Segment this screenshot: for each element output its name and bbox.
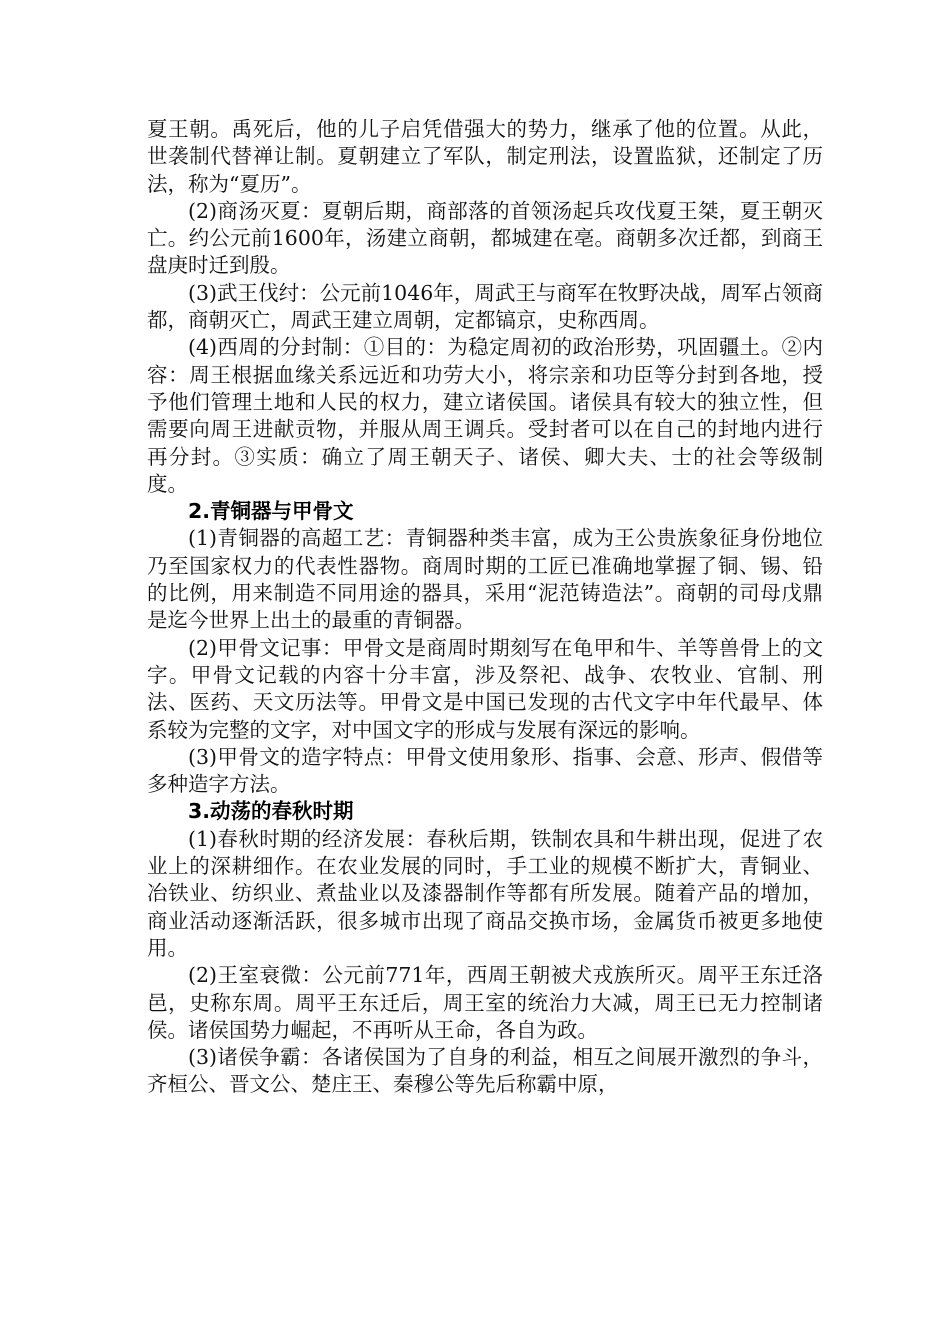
paragraph-shang-tang: (2)商汤灭夏：夏朝后期，商部落的首领汤起兵攻伐夏王桀，夏王朝灭亡。约公元前1600年，汤建立商朝，都城建在亳。商朝多次迁都，到商王盘庚时迁到殷。 — [147, 198, 823, 278]
paragraph-fenfeng: (4)西周的分封制：①目的：为稳定周初的政治形势，巩固疆土。②内容：周王根据血缘关系远近和功劳大小，将宗亲和功臣等分封到各地，授予他们管理土地和人民的权力，建立诸侯国。诸侯具有较大的独立性，但需要向周王进献贡物，并服从周王调兵。受封者可以在自己的封地内进行再分封。③实质：确立了周王朝天子、诸侯、卿大夫、士的社会等级制度。 — [147, 335, 823, 496]
section-heading-chunqiu: 3.动荡的春秋时期 — [188, 799, 354, 824]
section-heading-bronze-oracle: 2.青铜器与甲骨文 — [188, 499, 354, 524]
document-page — [147, 116, 823, 1099]
paragraph-royal-decline: (2)王室衰微：公元前771年，西周王朝被犬戎族所灭。周平王东迁洛邑，史称东周。周平王东迁后，周王室的统治力大减，周王已无力控制诸侯。诸侯国势力崛起，不再听从王命，各自为政。 — [147, 963, 823, 1042]
paragraph-oracle-features: (3)甲骨文的造字特点：甲骨文使用象形、指事、会意、形声、假借等多种造字方法。 — [147, 744, 823, 797]
paragraph-hegemony: (3)诸侯争霸：各诸侯国为了自身的利益，相互之间展开激烈的争斗，齐桓公、晋文公、楚庄王、秦穆公等先后称霸中原， — [147, 1045, 823, 1097]
paragraph-economy: (1)春秋时期的经济发展：春秋后期，铁制农具和牛耕出现，促进了农业上的深耕细作。在农业发展的同时，手工业的规模不断扩大，青铜业、冶铁业、纺织业、煮盐业以及漆器制作等都有所发展。随着产品的增加，商业活动逐渐活跃，很多城市出现了商品交换市场，金属货币被更多地使用。 — [147, 826, 823, 960]
paragraph-wuwang-fa-zhou: (3)武王伐纣：公元前1046年，周武王与商军在牧野决战，周军占领商都，商朝灭亡，周武王建立周朝，定都镐京，史称西周。 — [147, 280, 823, 333]
paragraph-oracle-record: (2)甲骨文记事：甲骨文是商周时期刻写在龟甲和牛、羊等兽骨上的文字。甲骨文记载的内容十分丰富，涉及祭祀、战争、农牧业、官制、刑法、医药、天文历法等。甲骨文是中国已发现的古代文字中年代最早、体系较为完整的文字，对中国文字的形成与发展有深远的影响。 — [147, 635, 823, 742]
intro-paragraph: 夏王朝。禹死后，他的儿子启凭借强大的势力，继承了他的位置。从此，世袭制代替禅让制。夏朝建立了军队，制定刑法，设置监狱，还制定了历法，称为“夏历”。 — [147, 117, 823, 196]
paragraph-bronze: (1)青铜器的高超工艺：青铜器种类丰富，成为王公贵族象征身份地位乃至国家权力的代表性器物。商周时期的工匠已准确地掌握了铜、锡、铅的比例，用来制造不同用途的器具，采用“泥范铸造法”。商朝的司母戊鼎是迄今世界上出土的最重的青铜器。 — [147, 526, 823, 633]
